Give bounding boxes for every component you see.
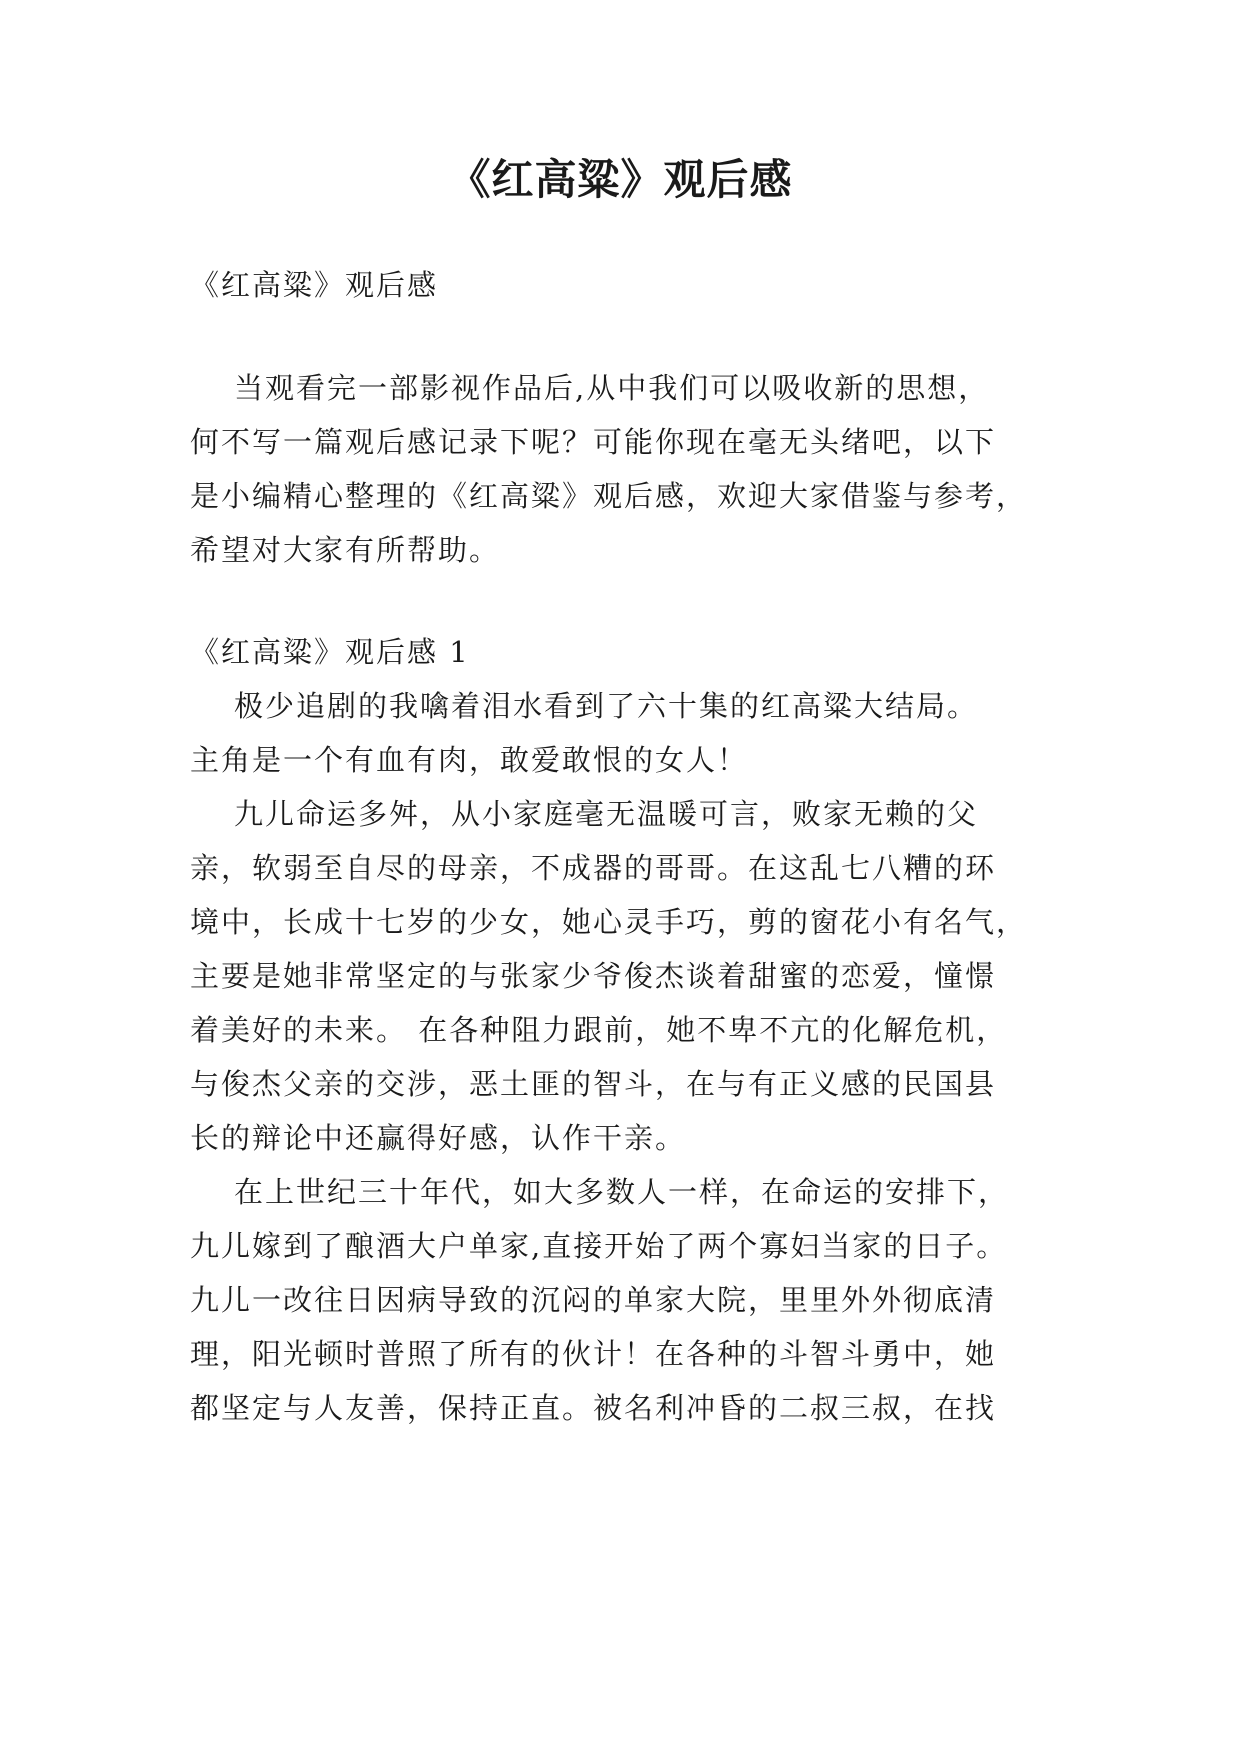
body-line: 着美好的未来。 在各种阻力跟前，她不卑不亢的化解危机， [190,1013,1008,1047]
body-line: 都坚定与人友善，保持正直。被名利冲昏的二叔三叔，在找 [190,1391,997,1425]
subtitle: 《红高粱》观后感 [190,268,439,302]
body-line: 九儿命运多舛，从小家庭毫无温暖可言，败家无赖的父 [234,797,979,831]
body-line: 长的辩论中还赢得好感，认作干亲。 [190,1121,687,1155]
body-line: 在上世纪三十年代，如大多数人一样，在命运的安排下， [234,1175,1010,1209]
intro-line: 希望对大家有所帮助。 [190,533,501,567]
body-line: 主要是她非常坚定的与张家少爷俊杰谈着甜蜜的恋爱，憧憬 [190,959,997,993]
body-line: 九儿一改往日因病导致的沉闷的单家大院，里里外外彻底清 [190,1283,997,1317]
body-line: 理，阳光顿时普照了所有的伙计！在各种的斗智斗勇中，她 [190,1337,997,1371]
body-line: 境中，长成十七岁的少女，她心灵手巧，剪的窗花小有名气， [190,905,1028,939]
body-line: 与俊杰父亲的交涉，恶土匪的智斗，在与有正义感的民国县 [190,1067,997,1101]
body-line: 极少追剧的我噙着泪水看到了六十集的红高粱大结局。 [234,689,979,723]
intro-line: 当观看完一部影视作品后,从中我们可以吸收新的思想， [234,371,990,405]
body-line: 主角是一个有血有肉，敢爱敢恨的女人！ [190,743,749,777]
document-title: 《红高粱》观后感 [448,155,793,204]
intro-line: 是小编精心整理的《红高粱》观后感，欢迎大家借鉴与参考， [190,479,1028,513]
body-line: 九儿嫁到了酿酒大户单家,直接开始了两个寡妇当家的日子。 [190,1229,1008,1263]
body-line: 亲，软弱至自尽的母亲，不成器的哥哥。在这乱七八糟的环 [190,851,997,885]
intro-line: 何不写一篇观后感记录下呢？可能你现在毫无头绪吧，以下 [190,425,997,459]
section-heading: 《红高粱》观后感 1 [190,635,470,669]
